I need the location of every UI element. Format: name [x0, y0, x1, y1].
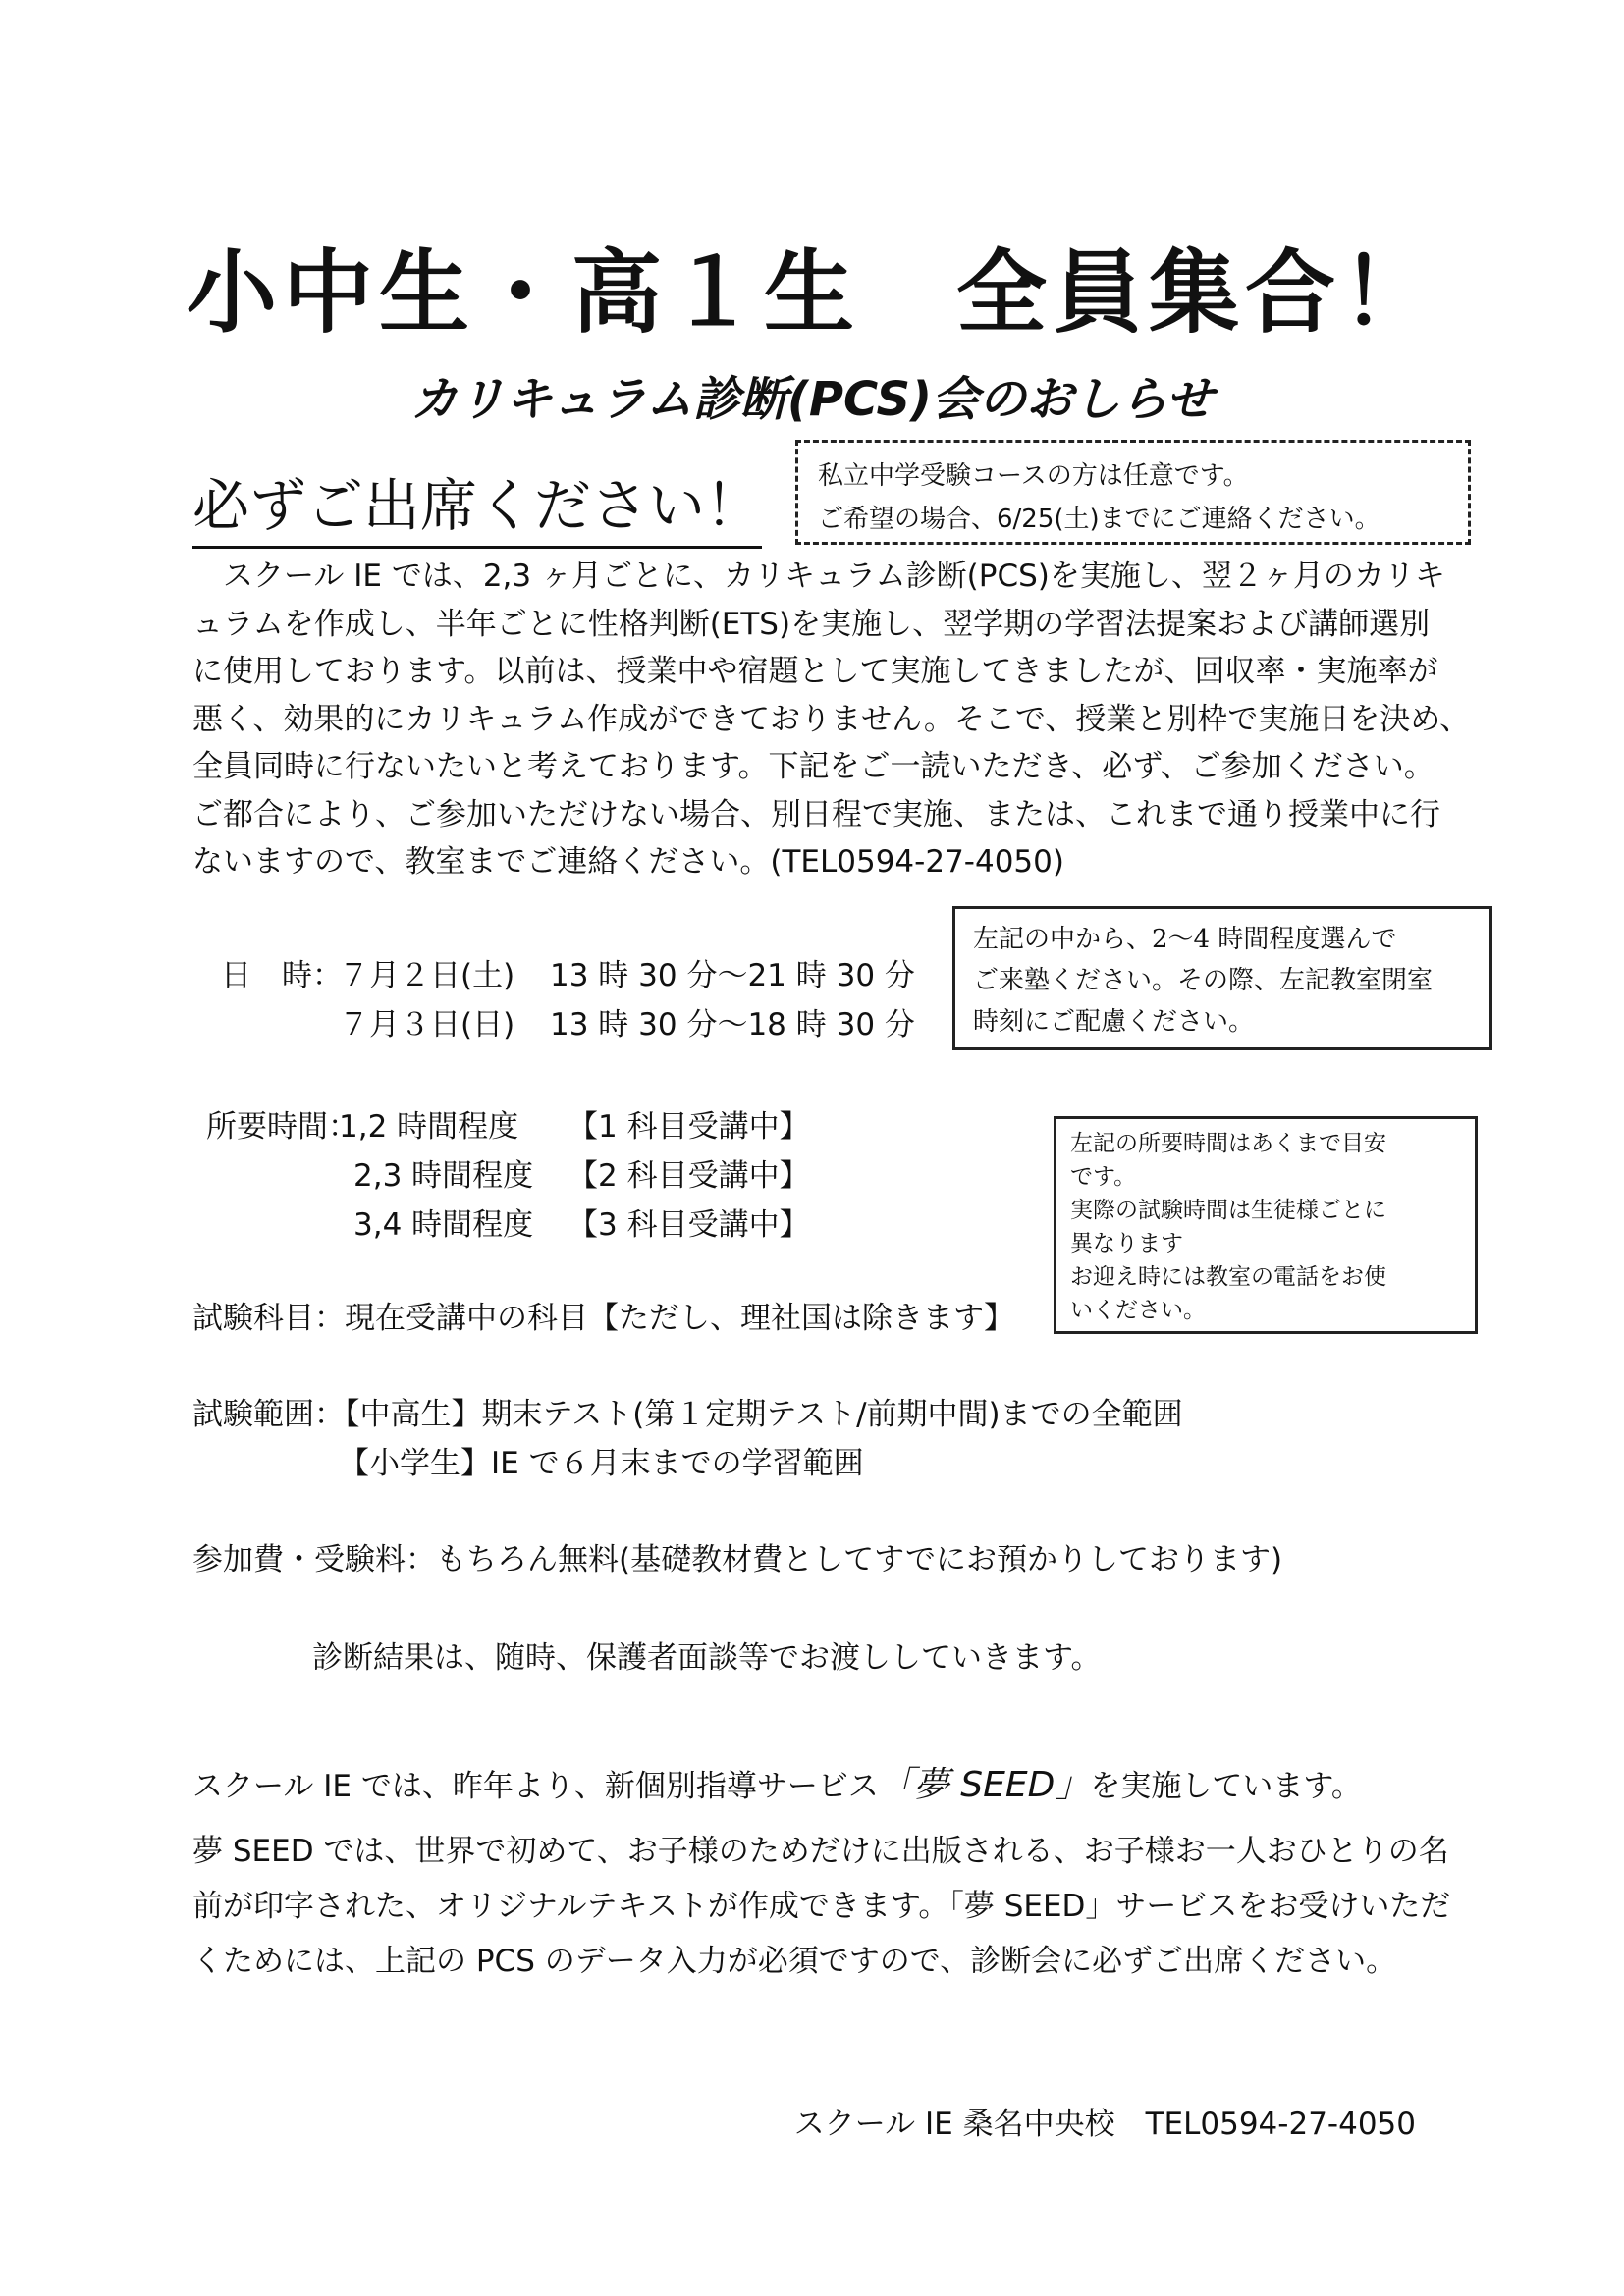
note-line: ご希望の場合、6/25(土)までにご連絡ください。 [818, 505, 1380, 534]
schedule-note [952, 906, 1492, 1050]
duration-time: 1,2 時間程度 [339, 1109, 519, 1145]
schedule-time: 13 時 30 分～18 時 30 分 [550, 1007, 915, 1042]
note-line: 左記の所要時間はあくまで目安 [1070, 1131, 1386, 1156]
intro-line: ュラムを作成し、半年ごとに性格判断(ETS)を実施し、翌学期の学習法提案および講師選別 [192, 606, 1431, 642]
note-line: ご来塾ください。その際、左記教室閉室 [973, 966, 1434, 995]
seed-intro-post: を実施しています。 [1090, 1769, 1362, 1804]
intro-line: 悪く、効果的にカリキュラム作成ができておりません。そこで、授業と別枠で実施日を決め、 [192, 701, 1471, 737]
footer-contact: スクール IE 桑名中央校 TEL0594-27-4050 [793, 2107, 1416, 2142]
note-line: お迎え時には教室の電話をお使 [1070, 1264, 1386, 1290]
exam-range-elementary: 【小学生】IE で６月末までの学習範囲 [339, 1446, 864, 1481]
intro-line: に使用しております。以前は、授業中や宿題として実施してきましたが、回収率・実施率が [192, 654, 1438, 689]
schedule-time: 13 時 30 分～21 時 30 分 [550, 958, 915, 993]
schedule-date: ７月２日(土) [339, 958, 515, 993]
exam-range: 試験範囲：【中高生】期末テスト(第１定期テスト/前期中間)までの全範囲 [192, 1397, 1183, 1432]
intro-line: ご都合により、ご参加いただけない場合、別日程で実施、または、これまで通り授業中に行 [192, 796, 1440, 832]
intro-paragraph [192, 553, 1471, 886]
must-attend-heading: 必ずご出席ください！ [192, 459, 762, 549]
intro-line: ないますので、教室までご連絡ください。(TEL0594-27-4050) [192, 844, 1064, 880]
note-line: 私立中学受験コースの方は任意です。 [818, 461, 1249, 491]
intro-line: 全員同時に行ないたいと考えております。下記をご一読いただき、必ず、ご参加ください。 [192, 749, 1435, 784]
seed-paragraph [192, 1824, 1451, 1989]
page-subtitle: カリキュラム診断(PCS)会のおしらせ [410, 372, 1214, 427]
note-line: 左記の中から、2～4 時間程度選んで [973, 925, 1397, 954]
exam-subjects: 試験科目：現在受講中の科目【ただし、理社国は除きます】 [192, 1301, 1014, 1336]
page-title: 小中生・高１生 全員集合！ [186, 240, 1437, 346]
duration-label: 所要時間： [206, 1109, 358, 1145]
seed-intro [192, 1757, 1362, 1807]
duration-time: 2,3 時間程度 [353, 1158, 534, 1194]
seed-line: 夢 SEED では、世界で初めて、お子様のためだけに出版される、お子様お一人おひとりの名 [192, 1834, 1449, 1869]
note-line: 実際の試験時間は生徒様ごとに [1070, 1198, 1386, 1223]
fee-line: 参加費・受験料：もちろん無料(基礎教材費としてすでにお預かりしております) [192, 1542, 1283, 1577]
seed-line: くためには、上記の PCS のデータ入力が必須ですので、診断会に必ずご出席ください。 [192, 1944, 1397, 1979]
note-line: です。 [1070, 1164, 1137, 1190]
schedule-label: 日 時： [221, 958, 343, 993]
result-line: 診断結果は、随時、保護者面談等でお渡ししていきます。 [312, 1640, 1102, 1676]
seed-line: 前が印字された、オリジナルテキストが作成できます。「夢 SEED」サービスをお受けいただ [192, 1889, 1451, 1924]
note-line: いください。 [1070, 1298, 1206, 1323]
private-school-note [795, 440, 1471, 545]
duration-course: 【3 科目受講中】 [568, 1207, 810, 1243]
seed-intro-pre: スクール IE では、昨年より、新個別指導サービス [192, 1769, 879, 1804]
intro-line: スクール IE では、2,3 ヶ月ごとに、カリキュラム診断(PCS)を実施し、翌２ヶ月のカリキ [223, 559, 1445, 594]
duration-course: 【1 科目受講中】 [568, 1109, 810, 1145]
schedule-date: ７月３日(日) [339, 1007, 515, 1042]
duration-note [1054, 1116, 1478, 1334]
duration-time: 3,4 時間程度 [353, 1207, 534, 1243]
note-line: 時刻にご配慮ください。 [973, 1007, 1255, 1037]
duration-course: 【2 科目受講中】 [568, 1158, 810, 1194]
note-line: 異なります [1070, 1231, 1183, 1256]
seed-name: 「夢 SEED」 [878, 1765, 1091, 1805]
